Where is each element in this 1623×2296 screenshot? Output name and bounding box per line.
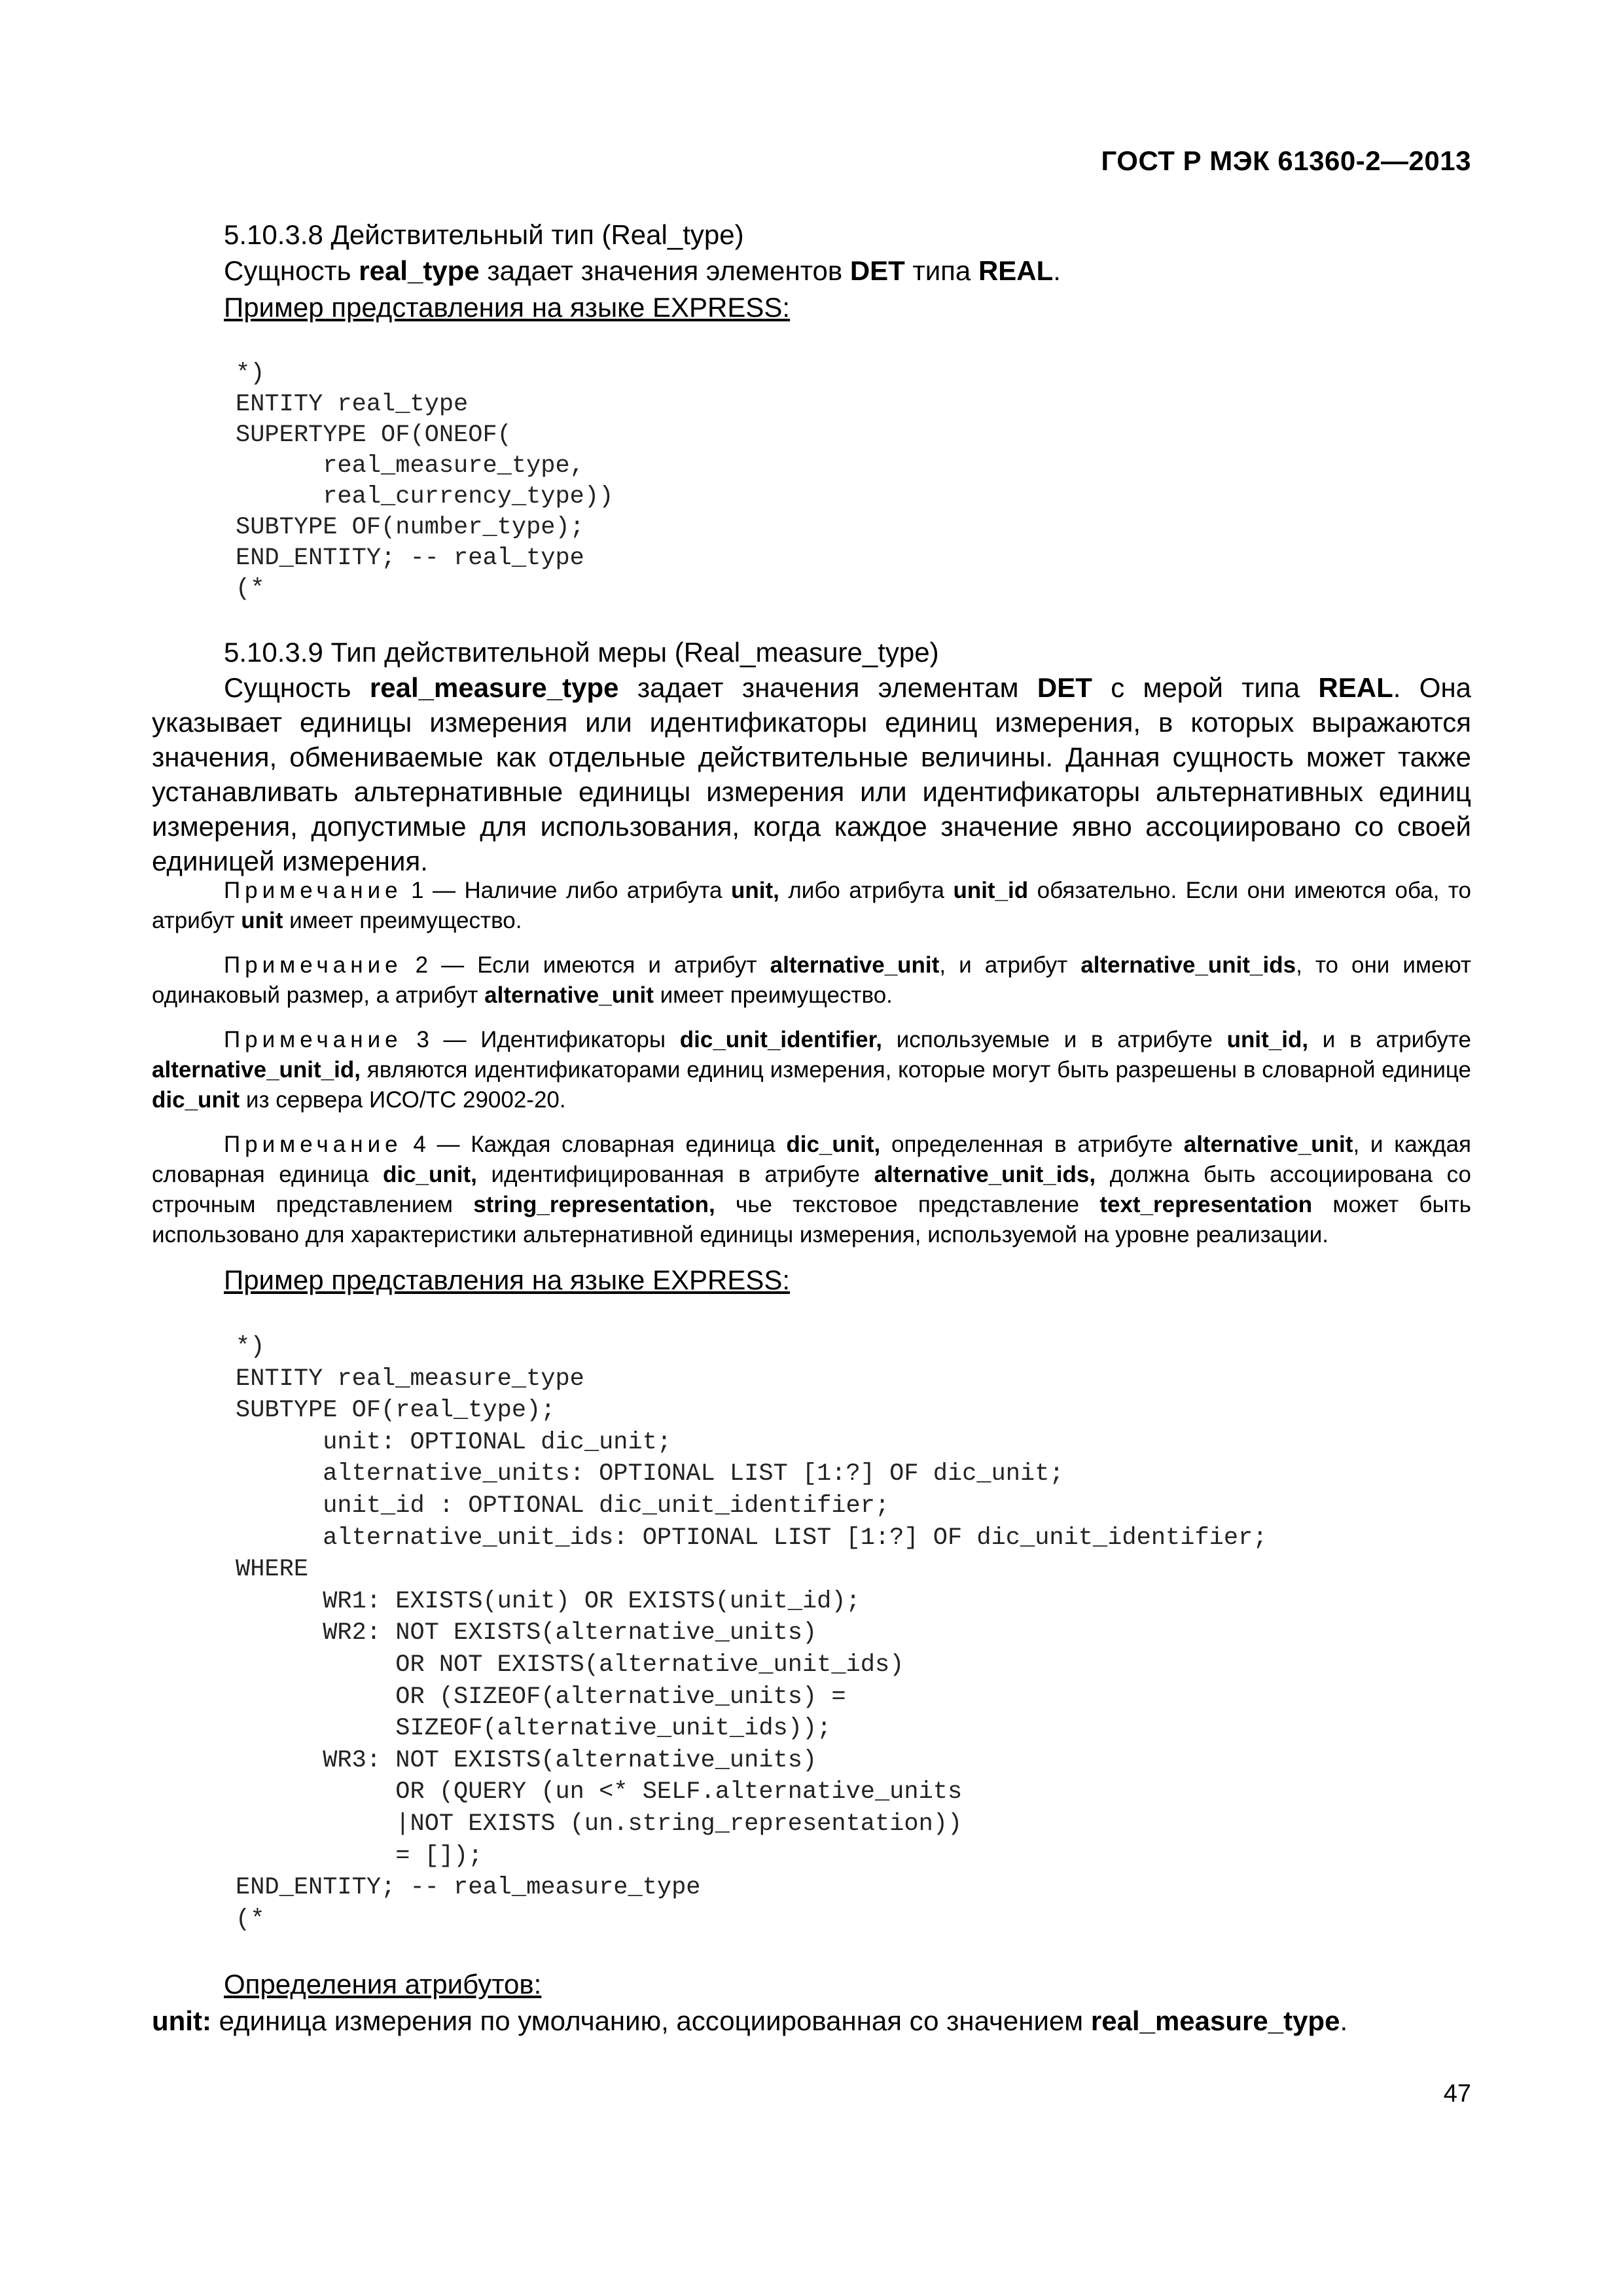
section-description: Сущность real_type задает значения элементов DET типа REAL.	[224, 255, 1061, 286]
section-5-10-3-8	[152, 217, 1471, 326]
section-title: 5.10.3.8 Действительный тип (Real_type)	[224, 219, 744, 250]
express-code-block: *) ENTITY real_type SUPERTYPE OF(ONEOF( real_measure_type, real_currency_type)) SUBTYPE OF(number_type); END_ENTITY; -- real_type (*	[236, 360, 614, 603]
note-label: Примечание	[224, 1132, 402, 1157]
express-code-block: *) ENTITY real_measure_type SUBTYPE OF(real_type); unit: OPTIONAL dic_unit; alternative_units: OPTIONAL LIST [1:?] OF dic_unit; unit_id : OPTIONAL dic_unit_identifier; alternative_unit_ids: OPTIONAL LIST [1:?] OF dic_unit_identifier; WHERE WR1: EXISTS(unit) OR EXISTS(unit_id); WR2: NOT EXISTS(alternative_units) OR NOT EXISTS(alternative_unit_ids) OR (SIZEOF(alternative_units) = SIZEOF(alternative_unit_ids)); WR3: NOT EXISTS(alternative_units) OR (QUERY (un <* SELF.alternative_units |NOT EXISTS (un.string_representation)) = []); END_ENTITY; -- real_measure_type (*	[236, 1333, 1268, 1933]
note-2: Примечание 2 — Если имеются и атрибут alternative_unit, и атрибут alternative_unit_ids, то они имеют одинаковый размер, а атрибут alternative_unit имеет преимущество.	[152, 952, 1471, 1008]
page-number: 47	[1443, 2080, 1471, 2108]
section-paragraph: Сущность real_measure_type задает значения элементам DET с мерой типа REAL. Она указывает единицы измерения или идентификаторы единиц измерения, в которых выражаются значения, обмениваемые как отдельные действительные величины. Данная сущность может также устанавливать альтернативные единицы измерения или идентификаторы альтернативных единиц измерения, допустимые для использования, когда каждое значение явно ассоциировано со своей единицей измерения.	[152, 672, 1471, 876]
note-4: Примечание 4 — Каждая словарная единица dic_unit, определенная в атрибуте alternative_unit, и каждая словарная единица dic_unit, идентифицированная в атрибуте alternative_unit_ids, должна быть ассоциирована со строчным представлением string_representation, чье текстовое представление text_representation может быть использовано для характеристики альтернативной единицы измерения, используемой на уровне реализации.	[152, 1132, 1471, 1247]
note-label: Примечание	[224, 878, 402, 903]
note-1: Примечание 1 — Наличие либо атрибута unit, либо атрибута unit_id обязательно. Если они имеются оба, то атрибут unit имеет преимущество.	[152, 878, 1471, 933]
note-label: Примечание	[224, 1027, 402, 1052]
note-3: Примечание 3 — Идентификаторы dic_unit_identifier, используемые и в атрибуте unit_id, и в атрибуте alternative_unit_id, являются идентификаторами единиц измерения, которые могут быть разрешены в словарной единице dic_unit из сервера ИСО/ТС 29002-20.	[152, 1027, 1472, 1113]
note-label: Примечание	[224, 952, 402, 978]
example-heading: Пример представления на языке EXPRESS:	[224, 292, 791, 323]
section-title: 5.10.3.9 Тип действительной меры (Real_measure_type)	[224, 637, 939, 668]
example-heading: Пример представления на языке EXPRESS:	[224, 1265, 791, 1295]
attribute-unit-definition: unit: единица измерения по умолчанию, ассоциированная со значением real_measure_type.	[152, 2005, 1348, 2036]
attribute-definitions	[152, 1966, 1471, 2039]
example-heading-block	[152, 1262, 1471, 1299]
document-header: ГОСТ Р МЭК 61360-2—2013	[1101, 145, 1471, 176]
attribute-heading: Определения атрибутов:	[224, 1969, 542, 2000]
section-5-10-3-9	[152, 635, 1471, 878]
